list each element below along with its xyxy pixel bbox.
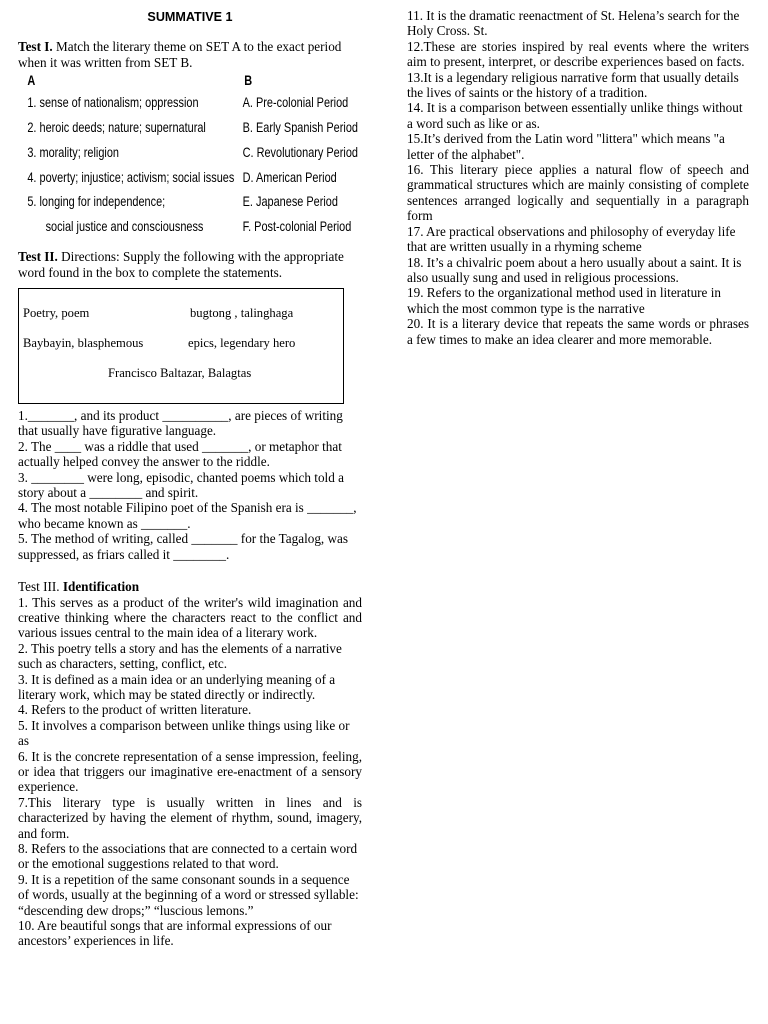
set-b-item: C. Revolutionary Period: [242, 144, 358, 161]
fill-in-item: 4. The most notable Filipino poet of the Spanish era is _______, who became known as _______.: [18, 500, 357, 531]
identification-item: 12.These are stories inspired by real events where the writers aim to present, interpret, or describe experiences based on facts.: [407, 38, 749, 70]
fill-in-item: 5. The method of writing, called _______ for the Tagalog, was suppressed, as friars called it ________.: [18, 531, 349, 562]
identification-item: 18. It’s a chivalric poem about a hero usually about a saint. It is also usually sung and used in religious processions.: [407, 254, 742, 285]
identification-item: 16. This literary piece applies a natural flow of speech and grammatical structures which are mainly consisting of complete sentences arranged logically and sequentially in a paragraph form: [407, 162, 749, 224]
fill-in-item: 2. The ____ was a riddle that used _______, or metaphor that actually helped convey the answer to the riddle.: [18, 438, 342, 470]
test2-instruction: Directions: Supply the following with the appropriate word found in the box to complete the statements.: [18, 249, 344, 280]
identification-item: 7.This literary type is usually written in lines and is characterized by having the element of rhythm, sound, imagery, and form.: [18, 794, 362, 841]
test1-directions: [18, 39, 362, 70]
identification-item: 17. Are practical observations and philosophy of everyday life that are written usually in a rhyming scheme: [407, 223, 736, 255]
set-b-item: B. Early Spanish Period: [242, 119, 358, 136]
word-box-entry: Poetry, poem: [23, 306, 90, 321]
set-b-item: A. Pre-colonial Period: [242, 94, 349, 111]
test2-label: Test II.: [18, 249, 58, 265]
matching-table: [18, 73, 362, 237]
test3-label-prefix: Test III.: [18, 579, 63, 595]
identification-item: 3. It is defined as a main idea or an underlying meaning of a literary work, which may be stated directly or indirectly.: [18, 671, 336, 702]
identification-item: letter of the alphabet".: [407, 146, 525, 162]
test3-label: Identification: [62, 579, 140, 595]
page-title: SUMMATIVE 1: [147, 10, 233, 24]
right-column: [407, 8, 749, 347]
set-a-item: 4. poverty; injustice; activism; social issues: [27, 169, 235, 186]
set-a-item: 1. sense of nationalism; oppression: [27, 94, 199, 111]
word-box-entry: epics, legendary hero: [188, 336, 296, 351]
identification-item: 4. Refers to the product of written literature.: [18, 702, 252, 718]
identification-item: 8. Refers to the associations that are connected to a certain word or the emotional suggestions related to that word.: [18, 841, 358, 872]
identification-item: 9. It is a repetition of the same consonant sounds in a sequence of words, usually at the beginning of a word or stressed syllable: “descending dew drops;” “luscious lemons.”: [18, 871, 359, 918]
set-b-item: F. Post-colonial Period: [242, 218, 352, 235]
fill-in-item: 3. ________ were long, episodic, chanted poems which told a story about a ________ and spirit.: [18, 469, 344, 501]
identification-item: 11. It is the dramatic reenactment of St. Helena’s search for the Holy Cross. St.: [407, 8, 740, 39]
fill-in-item: 1._______, and its product __________, are pieces of writing that usually have figurative language.: [18, 408, 343, 439]
set-b-header: B: [244, 72, 253, 89]
test1-label: Test I.: [18, 39, 53, 55]
identification-item: 1. This serves as a product of the writer's wild imagination and creative thinking where the characters react to the conflict and various issues central to the main idea of a literary work.: [18, 594, 362, 641]
identification-item: 10. Are beautiful songs that are informal expressions of our ancestors’ experiences in life.: [18, 918, 332, 949]
set-a-item: 5. longing for independence;: [27, 193, 166, 210]
set-b-item: E. Japanese Period: [242, 193, 338, 210]
test1-instruction: Match the literary theme on SET A to the exact period when it was written from SET B.: [18, 39, 342, 70]
word-box-entry: Francisco Baltazar, Balagtas: [108, 366, 252, 381]
identification-item: 5. It involves a comparison between unlike things using like or as: [18, 717, 350, 749]
word-box-entry: bugtong , talinghaga: [190, 306, 294, 321]
set-a-item: 3. morality; religion: [27, 144, 120, 161]
identification-item: 2. This poetry tells a story and has the elements of a narrative such as characters, setting, conflict, etc.: [18, 640, 342, 672]
set-a-item: social justice and consciousness: [27, 218, 204, 235]
identification-item: 20. It is a literary device that repeats the same words or phrases a few times to make an idea clearer and more memorable.: [407, 316, 749, 347]
test2-directions: [18, 249, 362, 280]
set-a-item: 2. heroic deeds; nature; supernatural: [27, 119, 206, 136]
identification-item: 15.It’s derived from the Latin word "littera" which means "a: [407, 131, 725, 147]
identification-item: 13.It is a legendary religious narrative form that usually details the lives of saints or the history of a tradition.: [407, 69, 739, 101]
test3-heading: [18, 579, 362, 594]
left-column: [18, 8, 362, 949]
identification-item: 6. It is the concrete representation of a sense impression, feeling, or idea that triggers our imaginative ere-enactment of a sensory experience.: [18, 748, 362, 795]
word-box-entry: Baybayin, blasphemous: [23, 336, 144, 351]
set-a-header: A: [27, 72, 36, 89]
identification-item: 19. Refers to the organizational method used in literature in which the most common type is the narrative: [407, 285, 721, 316]
word-box: [18, 288, 344, 404]
set-b-item: D. American Period: [242, 169, 337, 186]
identification-item: 14. It is a comparison between essentially unlike things without a word such as like or as.: [407, 100, 743, 131]
